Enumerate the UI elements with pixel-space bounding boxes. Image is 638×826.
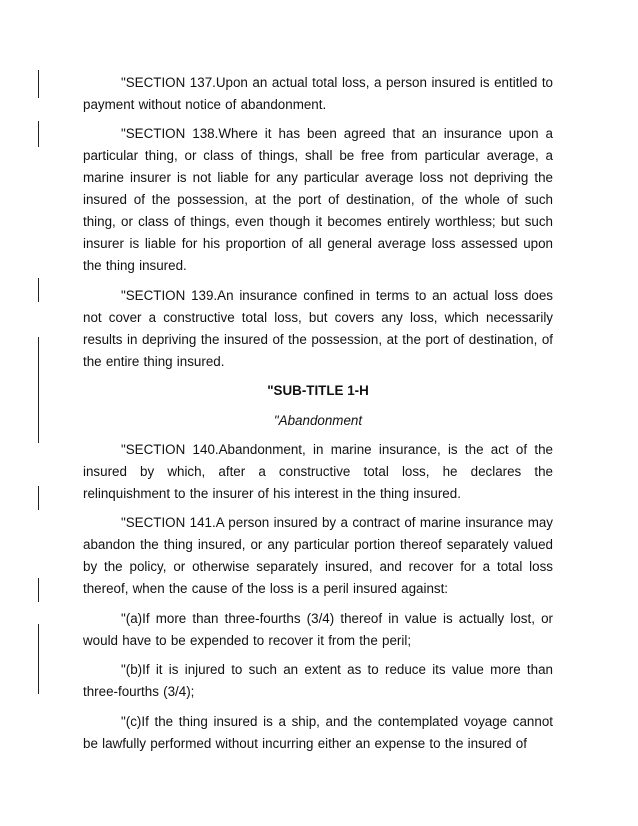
section-137-paragraph: "SECTION 137.Upon an actual total loss, a person insured is entitled to payment without notice of abandonment. [83,75,553,112]
change-bar [38,624,39,694]
change-bar [38,121,39,147]
change-bar [38,278,39,302]
section-139-paragraph: "SECTION 139.An insurance confined in terms to an actual loss does not cover a constructive total loss, but covers any loss, which necessarily results in depriving the insured of the possession, at the port of destination, of the entire thing insured. [83,287,553,369]
clause-c-paragraph: "(c)If the thing insured is a ship, and the contemplated voyage cannot be lawfully performed without incurring either an expense to the insured of [83,713,553,751]
clause-b-paragraph: "(b)If it is injured to such an extent as to reduce its value more than three-fourths (3/4); [83,662,553,700]
clause-a-paragraph: "(a)If more than three-fourths (3/4) thereof in value is actually lost, or would have to be expended to recover it from the peril; [83,610,553,648]
section-141-paragraph: "SECTION 141.A person insured by a contract of marine insurance may abandon the thing insured, or any particular portion thereof separately valued by the policy, or otherwise separately insured, and recover for a total loss thereof, when the cause of the loss is a peril insured against: [83,515,553,597]
abandonment-heading: "Abandonment [273,412,363,428]
document-body [83,72,553,762]
subtitle-heading: "SUB-TITLE 1-H [267,383,369,399]
change-bar [38,337,39,443]
change-bar [38,578,39,602]
change-bar [38,70,39,98]
change-bar [38,486,39,510]
section-140-paragraph: "SECTION 140.Abandonment, in marine insurance, is the act of the insured by which, after a constructive total loss, he declares the relinquishment to the insurer of his interest in the thing insured. [83,441,553,501]
section-138-paragraph: "SECTION 138.Where it has been agreed that an insurance upon a particular thing, or class of things, shall be free from particular average, a marine insurer is not liable for any particular average loss not depriving the insured of the possession, at the port of destination, of the whole of such thing, or class of things, even though it becomes entirely worthless; but such insurer is liable for his proportion of all general average loss assessed upon the thing insured. [83,126,553,274]
